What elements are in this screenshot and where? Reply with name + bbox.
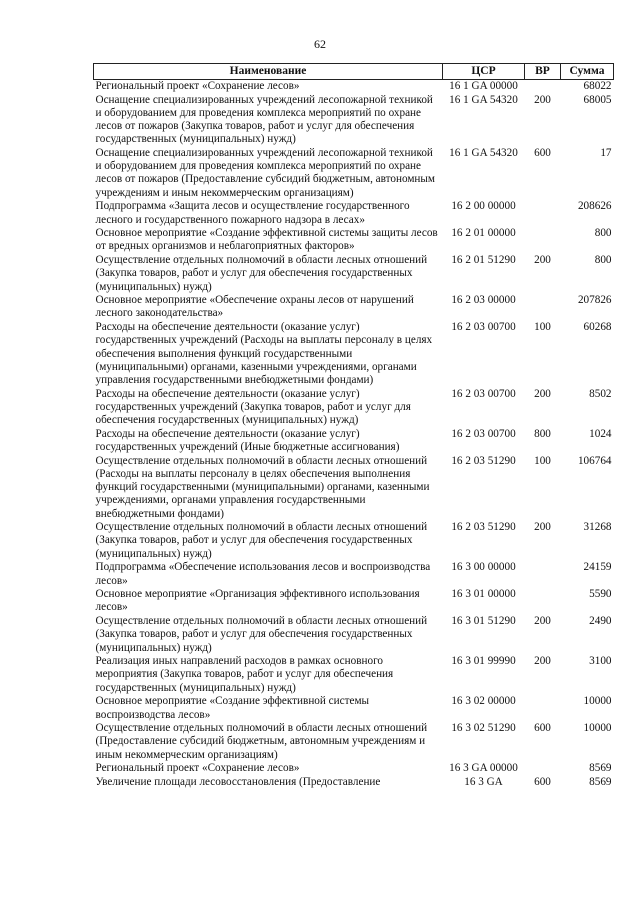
cell-name: Основное мероприятие «Организация эффективного использования лесов» [95,588,420,614]
cell-vr: 600 [534,722,551,735]
cell-sum: 207826 [577,294,612,307]
table-row [94,695,614,722]
cell-sum: 8569 [589,776,612,789]
cell-csr: 16 1 GA 00000 [449,80,518,92]
table-row [94,321,614,388]
table-row [94,455,614,522]
cell-csr: 16 3 01 00000 [451,588,516,601]
header-sum: Сумма [561,64,614,80]
cell-csr: 16 3 GA [464,776,503,789]
cell-sum: 5590 [589,588,612,601]
cell-vr [525,227,561,254]
table-row [94,294,614,321]
cell-sum: 68022 [583,80,612,92]
cell-vr: 200 [534,387,551,400]
cell-vr: 800 [534,427,551,440]
cell-sum: 2490 [589,615,612,628]
cell-csr: 16 1 GA 54320 [449,93,518,106]
table-row [94,94,614,147]
cell-sum: 10000 [583,722,612,735]
cell-vr [525,588,561,615]
table-row [94,227,614,254]
cell-vr: 100 [534,454,551,467]
cell-vr [525,561,561,588]
cell-name: Расходы на обеспечение деятельности (оказание услуг) государственных учреждений (Расходы на выплаты персоналу в целях обеспечения выполнения функций государственными (муниципальными) органами, казенными учреждениями, органами управления государственными внебюджетными фондами) [95,321,433,386]
table-row [94,655,614,695]
cell-csr: 16 2 03 00700 [451,387,516,400]
cell-sum: 31268 [583,521,612,534]
table-row [94,615,614,655]
cell-sum: 800 [594,254,612,267]
cell-csr: 16 2 00 00000 [451,200,516,213]
cell-sum: 24159 [583,561,612,574]
table-row [94,388,614,428]
cell-name: Осуществление отдельных полномочий в области лесных отношений (Закупка товаров, работ и услуг для обеспечения государственных (муниципальных) нужд) [95,615,428,654]
cell-sum: 800 [594,227,612,240]
header-vr: ВР [525,64,561,80]
table-row [94,776,614,790]
cell-csr: 16 1 GA 54320 [449,147,518,160]
cell-name: Осуществление отдельных полномочий в области лесных отношений (Закупка товаров, работ и услуг для обеспечения государственных (муниципальных) нужд) [95,521,428,560]
page-number: 62 [314,37,326,51]
cell-vr: 600 [534,776,551,789]
cell-csr: 16 2 03 00700 [451,427,516,440]
cell-name: Осуществление отдельных полномочий в области лесных отношений (Расходы на выплаты персоналу в целях обеспечения выполнения функций государственными (муниципальными) органами, казенными учреждениями, органами управления государственными внебюджетными фондами) [95,454,430,520]
cell-name: Увеличение площади лесовосстановления (Предоставление [95,776,381,789]
cell-name: Осуществление отдельных полномочий в области лесных отношений (Предоставление субсидий бюджетным, автономным учреждениям и иным некоммерческим организациям) [95,722,428,761]
cell-name: Расходы на обеспечение деятельности (оказание услуг) государственных учреждений (Закупка товаров, работ и услуг для обеспечения государственных (муниципальных) нужд) [95,387,411,427]
cell-name: Основное мероприятие «Создание эффективной системы воспроизводства лесов» [95,695,370,721]
cell-vr [525,80,561,94]
table-body [94,80,614,790]
cell-name: Оснащение специализированных учреждений лесопожарной техникой и оборудованием для проведения комплекса мероприятий по охране лесов от пожаров (Предоставление субсидий бюджетным, автономным учреждениям и иным некоммерческим организациям) [95,147,436,199]
cell-csr: 16 3 GA 00000 [449,762,518,775]
cell-sum: 17 [600,147,612,160]
cell-name: Региональный проект «Сохранение лесов» [95,762,300,775]
cell-name: Подпрограмма «Защита лесов и осуществление государственного лесного и государственного пожарного надзора в лесах» [95,200,410,226]
table-row [94,254,614,294]
cell-name: Расходы на обеспечение деятельности (оказание услуг) государственных учреждений (Иные бюджетные ассигнования) [95,427,400,453]
cell-sum: 10000 [583,695,612,708]
cell-name: Подпрограмма «Обеспечение использования лесов и воспроизводства лесов» [95,561,431,587]
table-header-row [94,64,614,80]
cell-sum: 8502 [589,387,612,400]
table-row [94,200,614,227]
cell-csr: 16 3 00 00000 [451,561,516,574]
cell-vr: 200 [534,615,551,628]
cell-csr: 16 2 03 00700 [451,321,516,334]
table-row [94,561,614,588]
cell-sum: 208626 [577,200,612,213]
cell-sum: 3100 [589,655,612,668]
cell-csr: 16 2 01 00000 [451,227,516,240]
cell-csr: 16 2 01 51290 [451,254,516,267]
cell-sum: 60268 [583,321,612,334]
cell-vr [525,200,561,227]
cell-vr: 200 [534,254,551,267]
cell-name: Оснащение специализированных учреждений лесопожарной техникой и оборудованием для проведения комплекса мероприятий по охране лесов от пожаров (Закупка товаров, работ и услуг для обеспечения государственных (муниципальных) нужд) [95,93,433,146]
cell-name: Осуществление отдельных полномочий в области лесных отношений (Закупка товаров, работ и услуг для обеспечения государственных (муниципальных) нужд) [95,254,428,293]
cell-vr: 600 [534,147,551,160]
cell-name: Основное мероприятие «Создание эффективной системы защиты лесов от вредных организмов и неблагоприятных факторов» [95,227,438,253]
cell-vr: 200 [534,521,551,534]
cell-csr: 16 3 02 00000 [451,695,516,708]
header-csr: ЦСР [443,64,525,80]
cell-csr: 16 3 01 99990 [451,655,516,668]
cell-name: Основное мероприятие «Обеспечение охраны лесов от нарушений лесного законодательства» [95,294,414,320]
table-row [94,147,614,200]
cell-name: Реализация иных направлений расходов в рамках основного мероприятия (Закупка товаров, работ и услуг для обеспечения государственных (муниципальных) нужд) [95,655,394,694]
cell-vr: 200 [534,93,551,106]
table-row [94,762,614,776]
cell-vr [525,294,561,321]
table-row [94,521,614,561]
cell-vr: 100 [534,321,551,334]
cell-sum: 1024 [589,427,612,440]
cell-vr [525,762,561,776]
cell-sum: 8569 [589,762,612,775]
table-row [94,588,614,615]
table-row [94,722,614,762]
cell-csr: 16 3 01 51290 [451,615,516,628]
budget-table [93,63,614,790]
table-row [94,80,614,94]
cell-csr: 16 2 03 51290 [451,454,516,467]
cell-csr: 16 3 02 51290 [451,722,516,735]
cell-csr: 16 2 03 00000 [451,294,516,307]
cell-sum: 106764 [577,454,612,467]
cell-vr: 200 [534,655,551,668]
table-row [94,428,614,455]
header-name: Наименование [94,64,443,80]
cell-name: Региональный проект «Сохранение лесов» [95,80,300,92]
cell-sum: 68005 [583,93,612,106]
cell-csr: 16 2 03 51290 [451,521,516,534]
cell-vr [525,695,561,722]
